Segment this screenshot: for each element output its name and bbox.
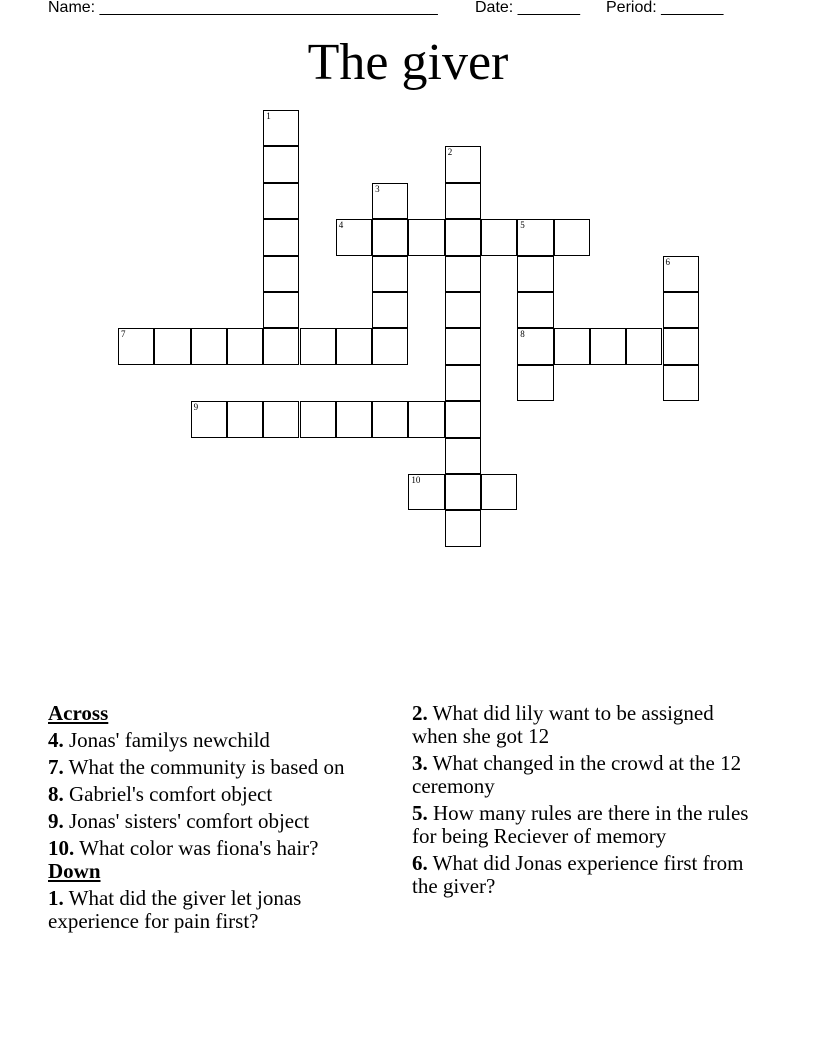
clue-number-label: 1 bbox=[266, 111, 271, 121]
crossword-cell[interactable] bbox=[372, 328, 408, 364]
crossword-cell[interactable] bbox=[445, 474, 481, 510]
clue-number-label: 4 bbox=[338, 220, 344, 231]
crossword-cell[interactable] bbox=[336, 328, 372, 364]
crossword-cell[interactable] bbox=[445, 328, 481, 364]
crossword-cell[interactable] bbox=[263, 401, 299, 437]
clue-across-8 bbox=[48, 783, 368, 806]
crossword-cell[interactable] bbox=[554, 219, 590, 255]
clue-text: What did lily want to be assigned when she got 12 bbox=[412, 701, 714, 748]
crossword-cell[interactable] bbox=[191, 328, 227, 364]
crossword-cell[interactable] bbox=[336, 401, 372, 437]
clues-column-right bbox=[412, 702, 762, 902]
crossword-cell[interactable] bbox=[663, 328, 699, 364]
clue-down-5 bbox=[412, 802, 762, 848]
clue-down-3 bbox=[412, 752, 762, 798]
crossword-cell[interactable] bbox=[263, 110, 299, 146]
crossword-cell[interactable] bbox=[300, 328, 336, 364]
crossword-cell[interactable] bbox=[517, 365, 553, 401]
crossword-cell[interactable] bbox=[263, 183, 299, 219]
crossword-cell[interactable] bbox=[263, 146, 299, 182]
crossword-cell[interactable] bbox=[372, 219, 408, 255]
clue-text: What changed in the crowd at the 12 ceremony bbox=[412, 751, 742, 798]
clue-text: How many rules are there in the rules for being Reciever of memory bbox=[412, 801, 749, 848]
page-title: The giver bbox=[307, 34, 509, 91]
crossword-cell[interactable] bbox=[372, 183, 408, 219]
crossword-cell[interactable] bbox=[517, 292, 553, 328]
crossword-cell[interactable] bbox=[263, 328, 299, 364]
crossword-cell[interactable] bbox=[517, 219, 553, 255]
clue-number-label: 2 bbox=[447, 147, 453, 158]
down-heading: Down bbox=[48, 859, 101, 883]
clue-text: What the community is based on bbox=[68, 755, 345, 779]
crossword-cell[interactable] bbox=[445, 292, 481, 328]
clue-text: Gabriel's comfort object bbox=[69, 782, 273, 806]
crossword-cell[interactable] bbox=[554, 328, 590, 364]
crossword-cell[interactable] bbox=[445, 401, 481, 437]
clue-down-1 bbox=[48, 887, 368, 933]
clue-number-label: 5 bbox=[520, 220, 525, 231]
crossword-cell[interactable] bbox=[372, 292, 408, 328]
clue-number: 1. bbox=[48, 886, 64, 910]
crossword-cell[interactable] bbox=[445, 510, 481, 546]
clue-text: What did Jonas experience first from the giver? bbox=[412, 851, 744, 898]
crossword-cell[interactable] bbox=[118, 328, 154, 364]
crossword-cell[interactable] bbox=[663, 256, 699, 292]
crossword-cell[interactable] bbox=[263, 256, 299, 292]
clue-text: Jonas' sisters' comfort object bbox=[69, 809, 310, 833]
crossword-cell[interactable] bbox=[191, 401, 227, 437]
crossword-cell[interactable] bbox=[408, 474, 444, 510]
crossword-cell[interactable] bbox=[408, 219, 444, 255]
clue-down-2 bbox=[412, 702, 762, 748]
clue-across-9 bbox=[48, 810, 368, 833]
clue-number: 9. bbox=[48, 809, 64, 833]
crossword-cell[interactable] bbox=[372, 256, 408, 292]
crossword-cell[interactable] bbox=[263, 219, 299, 255]
crossword-cell[interactable] bbox=[445, 365, 481, 401]
clue-text: Jonas' familys newchild bbox=[69, 728, 270, 752]
clue-number-label: 6 bbox=[665, 256, 670, 267]
crossword-cell[interactable] bbox=[227, 328, 263, 364]
clue-number: 2. bbox=[412, 701, 428, 725]
clues-column-left bbox=[48, 702, 368, 937]
crossword-cell[interactable] bbox=[626, 328, 662, 364]
crossword-cell[interactable] bbox=[336, 219, 372, 255]
crossword-cell[interactable] bbox=[517, 256, 553, 292]
crossword-cell[interactable] bbox=[663, 292, 699, 328]
across-heading: Across bbox=[48, 701, 109, 725]
crossword-cell[interactable] bbox=[445, 146, 481, 182]
crossword-cell[interactable] bbox=[445, 219, 481, 255]
clue-across-4 bbox=[48, 729, 368, 752]
crossword-cell[interactable] bbox=[154, 328, 190, 364]
crossword-cell[interactable] bbox=[408, 401, 444, 437]
crossword-cell[interactable] bbox=[445, 256, 481, 292]
clue-text: What did the giver let jonas experience for pain first? bbox=[48, 886, 302, 933]
clue-number-label: 8 bbox=[520, 329, 525, 340]
clue-across-10 bbox=[48, 837, 368, 860]
crossword-cell[interactable] bbox=[263, 292, 299, 328]
crossword-cell[interactable] bbox=[300, 401, 336, 437]
crossword-cell[interactable] bbox=[372, 401, 408, 437]
crossword-cell[interactable] bbox=[445, 183, 481, 219]
clue-number-label: 10 bbox=[411, 475, 421, 485]
clue-number-label: 3 bbox=[375, 183, 380, 194]
crossword-cell[interactable] bbox=[481, 219, 517, 255]
crossword-cell[interactable] bbox=[481, 474, 517, 510]
clue-number: 7. bbox=[48, 755, 64, 779]
name-field[interactable]: Name: ______________________________________ bbox=[48, 0, 438, 16]
crossword-cell[interactable] bbox=[227, 401, 263, 437]
crossword-cell[interactable] bbox=[663, 365, 699, 401]
clue-number: 8. bbox=[48, 782, 64, 806]
crossword-cell[interactable] bbox=[445, 438, 481, 474]
period-field[interactable]: Period: _______ bbox=[606, 0, 724, 16]
clue-number: 10. bbox=[48, 836, 75, 860]
crossword-cell[interactable] bbox=[517, 328, 553, 364]
clue-number: 6. bbox=[412, 851, 428, 875]
crossword-cell[interactable] bbox=[590, 328, 626, 364]
clue-text: What color was fiona's hair? bbox=[79, 836, 319, 860]
clue-number: 4. bbox=[48, 728, 64, 752]
clue-across-7 bbox=[48, 756, 368, 779]
clue-number: 5. bbox=[412, 801, 428, 825]
clue-down-6 bbox=[412, 852, 762, 898]
clue-number-label: 7 bbox=[121, 329, 126, 340]
clue-number: 3. bbox=[412, 751, 428, 775]
clue-number-label: 9 bbox=[193, 402, 199, 413]
date-field[interactable]: Date: _______ bbox=[475, 0, 580, 16]
